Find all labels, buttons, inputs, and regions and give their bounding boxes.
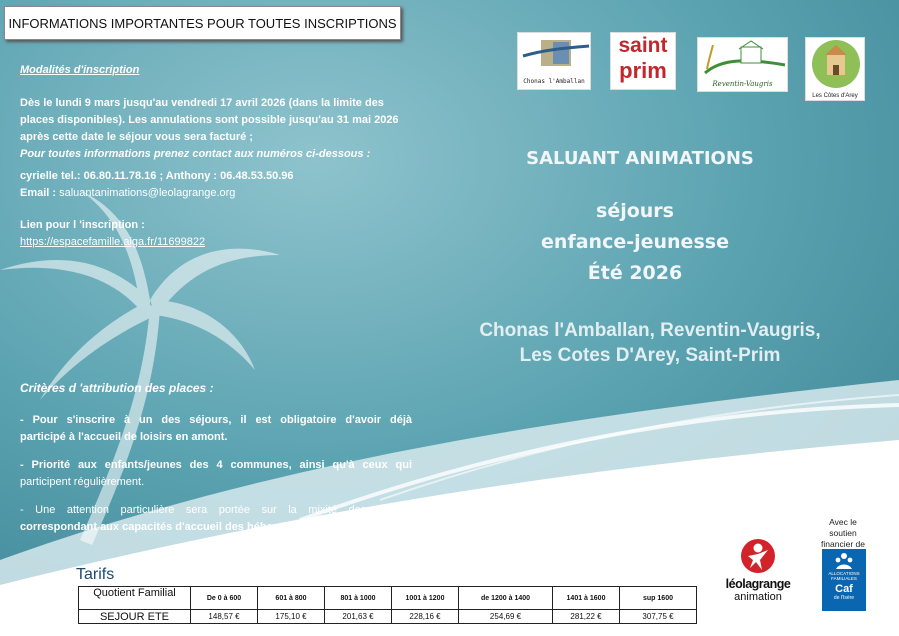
support-line1: Avec le — [829, 517, 857, 527]
table-cell: 1401 à 1600 — [553, 587, 620, 610]
criteres-p3b: correspondant aux capacités d'accueil des hébergements. — [20, 521, 326, 533]
org-title: SALUANT ANIMATIONS — [526, 148, 754, 169]
leo-lagrange-figure-icon — [740, 538, 776, 574]
criteres-p2a: - Priorité aux enfants/jeunes des 4 communes, ainsi qu'à ceux qui — [20, 459, 412, 471]
tarifs-table — [78, 586, 697, 624]
sejours-line2: enfance-jeunesse — [541, 231, 729, 253]
header-text: INFORMATIONS IMPORTANTES POUR TOUTES INSCRIPTIONS — [8, 15, 397, 31]
modalites-line3: après cette date le séjour vous sera facturé ; — [20, 131, 253, 143]
table-cell: 1001 à 1200 — [392, 587, 459, 610]
table-cell: De 0 à 600 — [191, 587, 258, 610]
table-cell: 254,69 € — [459, 610, 553, 624]
table-cell: 175,10 € — [258, 610, 325, 624]
chonas-logo-text: Chonas l'Amballan — [523, 78, 585, 85]
email-address[interactable]: saluantanimations@leolagrange.org — [59, 187, 236, 199]
caf-line4: de l'Isère — [833, 595, 855, 601]
caf-line1: ALLOCATIONS — [828, 571, 860, 576]
caf-people-icon — [834, 551, 854, 571]
registration-link[interactable]: https://espacefamille.aiga.fr/11699822 — [20, 236, 206, 248]
leo-line2: animation — [734, 591, 782, 603]
modalites-heading: Modalités d'inscription — [20, 64, 140, 76]
table-cell: de 1200 à 1400 — [459, 587, 553, 610]
criteres-p2b: participent régulièrement. — [20, 476, 145, 488]
chonas-logo — [517, 32, 591, 90]
table-cell: 201,63 € — [325, 610, 392, 624]
cotes-darey-logo — [805, 37, 865, 101]
cotes-logo-text: Les Côtes d'Arey — [812, 93, 858, 99]
important-info-header — [4, 6, 401, 40]
sejours-line3: Été 2026 — [587, 262, 683, 284]
support-text — [812, 517, 874, 550]
table-cell: SEJOUR ETE — [79, 610, 191, 624]
cotes-darey-emblem-icon — [807, 39, 865, 89]
phones: cyrielle tel.: 06.80.11.78.16 ; Anthony : 06.48.53.50.96 — [20, 170, 294, 182]
sejours-title — [480, 196, 790, 289]
modalites-section — [20, 62, 420, 251]
towns-title — [440, 318, 860, 368]
table-cell: sup 1600 — [620, 587, 697, 610]
table-row — [79, 610, 697, 624]
towns-line2: Les Cotes D'Arey, Saint-Prim — [519, 345, 781, 366]
criteres-section — [20, 380, 412, 536]
caf-line2: FAMILIALES — [831, 576, 857, 581]
tarifs-title: Tarifs — [76, 566, 115, 583]
link-label: Lien pour l 'inscription : — [20, 219, 145, 231]
table-cell: 307,75 € — [620, 610, 697, 624]
table-cell: 148,57 € — [191, 610, 258, 624]
modalites-line4: Pour toutes informations prenez contact aux numéros ci-dessous : — [20, 148, 371, 160]
leo-lagrange-logo — [722, 538, 794, 604]
towns-line1: Chonas l'Amballan, Reventin-Vaugris, — [479, 320, 821, 341]
saint-text: saint — [618, 34, 668, 57]
modalites-line1: Dès le lundi 9 mars jusqu'au vendredi 17 avril 2026 (dans la limite des — [20, 97, 384, 109]
email-label: Email : — [20, 187, 60, 199]
sejours-line1: séjours — [596, 200, 674, 222]
saint-prim-logo — [610, 32, 676, 90]
criteres-p1a: - Pour s'inscrire à un des séjours, il est obligatoire d'avoir déjà — [20, 414, 412, 426]
table-cell: 601 à 800 — [258, 587, 325, 610]
caf-line3: Caf — [835, 583, 853, 595]
reventin-logo — [697, 37, 788, 92]
criteres-p3a: - Une attention particulière sera portée sur la mixité des inscrits — [20, 504, 412, 516]
support-line3: financier de — [821, 539, 865, 549]
reventin-emblem-icon — [699, 39, 788, 77]
table-cell: 228,16 € — [392, 610, 459, 624]
table-row — [79, 587, 697, 610]
criteres-heading: Critères d 'attribution des places : — [20, 381, 214, 395]
leo-line1: léolagrange — [725, 577, 791, 591]
criteres-p1b: participé à l'accueil de loisirs en amont. — [20, 431, 228, 443]
table-cell: 281,22 € — [553, 610, 620, 624]
caf-logo — [822, 549, 866, 611]
modalites-line2: places disponibles). Les annulations sont possible jusqu'au 31 mai 2026 — [20, 114, 399, 126]
reventin-logo-text: Reventin-Vaugris — [712, 80, 773, 88]
prim-text: prim — [619, 58, 667, 83]
table-cell: Quotient Familial — [79, 587, 191, 610]
support-line2: soutien — [829, 528, 857, 538]
table-cell: 801 à 1000 — [325, 587, 392, 610]
chonas-emblem-icon — [519, 36, 591, 72]
